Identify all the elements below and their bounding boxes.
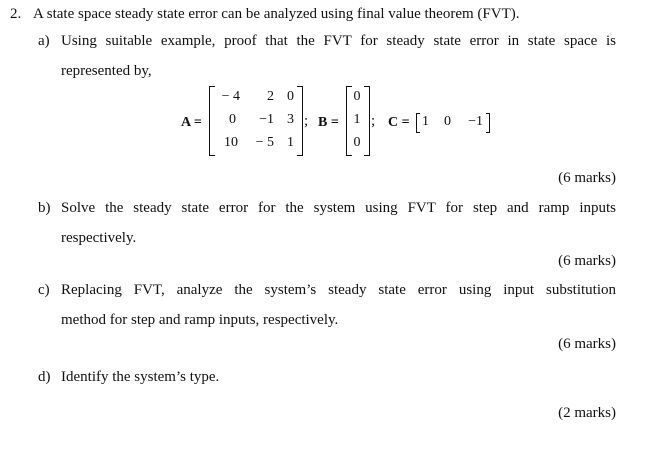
part-c-label: c): [38, 282, 50, 298]
part-a-label: a): [38, 33, 50, 49]
part-d-label: d): [38, 369, 51, 385]
separator: ;: [304, 113, 309, 129]
matrix-c-cell: 1: [422, 114, 429, 129]
matrix-a-label: A =: [181, 115, 202, 130]
part-c-line2: method for step and ramp inputs, respectively.: [61, 312, 339, 328]
matrix-c-cell: −1: [468, 114, 483, 129]
matrix-a-cell: −1: [259, 112, 274, 127]
matrix-a-cell: 0: [229, 112, 236, 127]
part-b-line1: Solve the steady state error for the system using FVT for step and ramp inputs: [61, 200, 616, 216]
matrix-c-cell: 0: [444, 114, 451, 129]
part-b-marks: (6 marks): [558, 253, 616, 269]
matrix-b: [346, 86, 370, 156]
part-d-marks: (2 marks): [558, 405, 616, 421]
matrix-b-label: B =: [318, 115, 339, 130]
part-b-line2: respectively.: [61, 230, 137, 246]
matrix-c: [416, 113, 490, 133]
matrix-b-cell: 1: [353, 112, 361, 127]
part-b-label: b): [38, 200, 51, 216]
matrix-a-cell: 1: [287, 135, 294, 150]
matrix-b-cell: 0: [353, 89, 361, 104]
matrix-a-cell: 3: [287, 112, 294, 127]
part-c-marks: (6 marks): [558, 336, 616, 352]
question-intro: A state space steady state error can be analyzed using final value theorem (FVT).: [33, 6, 520, 22]
part-a-line2: represented by,: [61, 63, 152, 79]
matrix-a: [209, 86, 303, 156]
matrix-a-cell: − 5: [255, 135, 274, 150]
matrix-a-cell: − 4: [221, 89, 240, 104]
part-c-line1: Replacing FVT, analyze the system’s steady state error using input substitution: [61, 282, 616, 298]
matrix-a-cell: 10: [224, 135, 238, 150]
part-d-line1: Identify the system’s type.: [61, 369, 220, 385]
separator: ;: [371, 113, 376, 129]
matrix-a-cell: 0: [287, 89, 294, 104]
part-a-line1: Using suitable example, proof that the FVT for steady state error in state space is: [61, 33, 616, 49]
matrix-a-cell: 2: [267, 89, 274, 104]
matrix-b-cell: 0: [353, 135, 361, 150]
question-number: 2.: [10, 6, 22, 22]
matrix-c-label: C =: [388, 115, 410, 130]
part-a-marks: (6 marks): [558, 170, 616, 186]
